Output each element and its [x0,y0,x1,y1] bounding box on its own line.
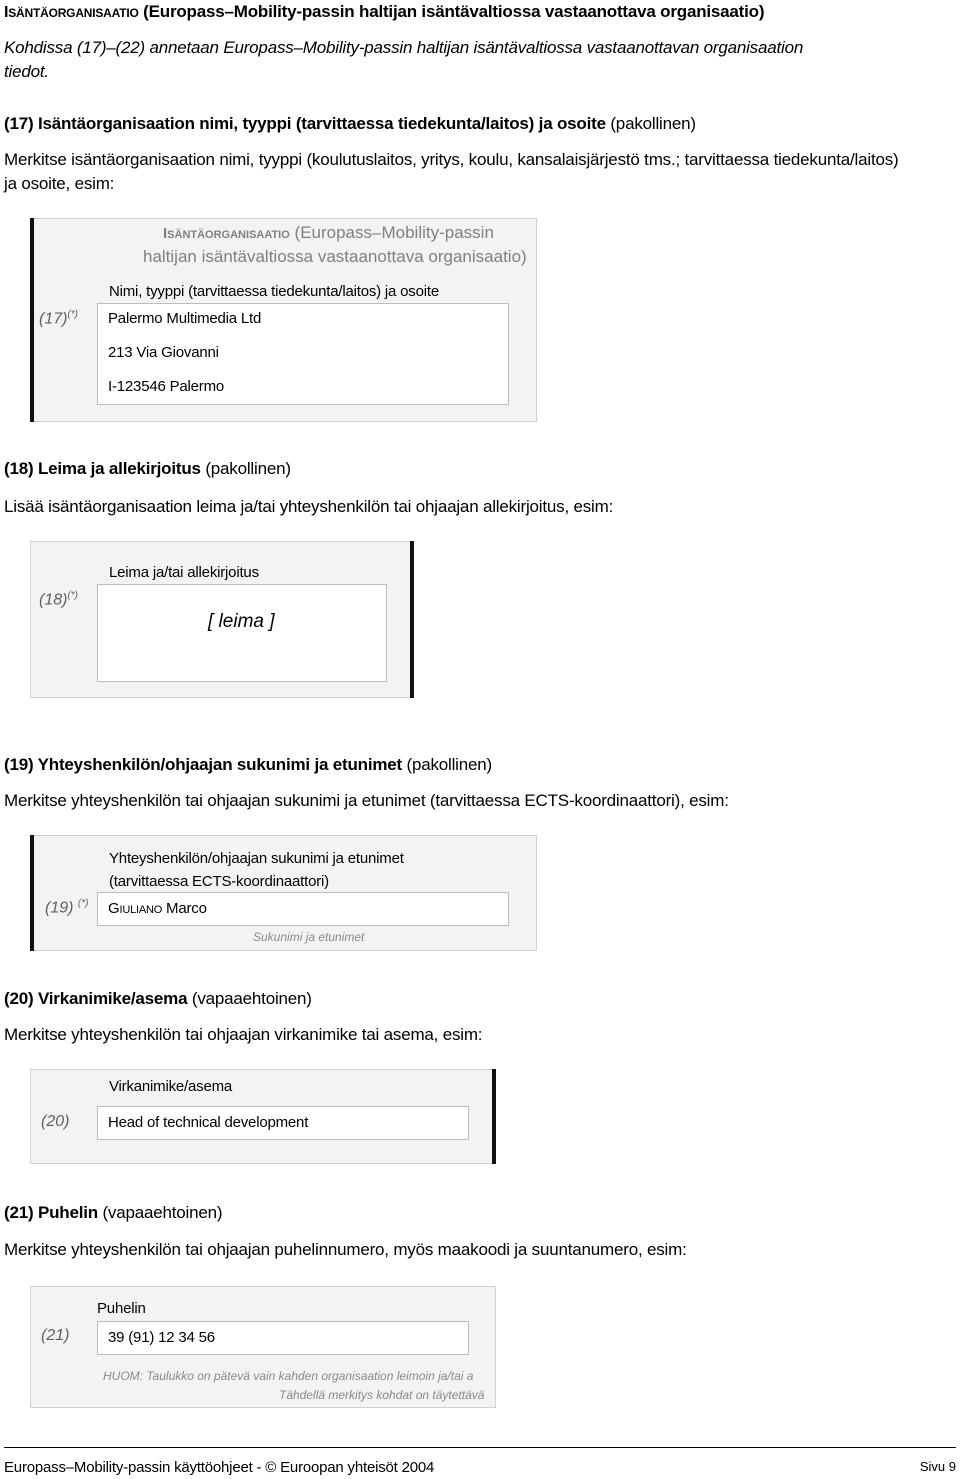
phone-field[interactable] [97,1321,469,1355]
form-18-number: (18)(*) [39,590,79,609]
section-20-desc: Merkitse yhteyshenkilön tai ohjaajan virkanimike tai asema, esim: [4,1025,483,1044]
contact-name-hint: Sukunimi ja etunimet [253,930,365,944]
form-20-label: Virkanimike/asema [109,1078,233,1095]
form-17-label: Nimi, tyyppi (tarvittaessa tiedekunta/laitos) ja osoite [109,283,439,300]
section-20-heading: (20) Virkanimike/asema (vapaaehtoinen) [4,989,312,1008]
section-21-heading: (21) Puhelin (vapaaehtoinen) [4,1203,223,1222]
form-17-title-line-2: haltijan isäntävaltiossa vastaanottava organisaatio) [143,247,527,266]
contact-name-value: GIULIANO Marco [108,900,207,917]
form-18-label: Leima ja/tai allekirjoitus [109,564,259,581]
footer-left: Europass–Mobility-passin käyttöohjeet - © Euroopan yhteisöt 2004 [4,1459,435,1476]
job-title-field[interactable] [97,1106,469,1140]
page-number: Sivu 9 [919,1459,956,1474]
stamp-placeholder: [ leima ] [208,611,275,632]
form-left-border [30,218,34,422]
form-17-number: (17)(*) [39,309,79,328]
form-20-number: (20) [41,1113,70,1130]
phone-value: 39 (91) 12 34 56 [108,1329,215,1346]
form-left-border [30,835,34,951]
intro-line-1: Kohdissa (17)–(22) annetaan Europass–Mobility-passin haltijan isäntävaltiossa vastaanottavan organisaation [4,38,804,57]
form-note-1: HUOM: Taulukko on pätevä vain kahden organisaation leimoin ja/tai a [103,1369,474,1383]
intro-line-2: tiedot. [4,62,49,81]
form-19-label-2: (tarvittaessa ECTS-koordinaattori) [109,873,329,890]
section-18-heading: (18) Leima ja allekirjoitus (pakollinen) [4,459,291,478]
section-18-desc: Lisää isäntäorganisaation leima ja/tai yhteyshenkilön tai ohjaajan allekirjoitus, esim: [4,497,614,516]
section-17-heading: (17) Isäntäorganisaation nimi, tyyppi (tarvittaessa tiedekunta/laitos) ja osoite (pakollinen) [4,114,696,133]
contact-name-field[interactable] [97,892,509,926]
section-19-desc: Merkitse yhteyshenkilön tai ohjaajan sukunimi ja etunimet (tarvittaessa ECTS-koordinaattori), esim: [4,791,729,810]
section-19-heading: (19) Yhteyshenkilön/ohjaajan sukunimi ja etunimet (pakollinen) [4,755,492,774]
form-19-number: (19) (*) [45,898,89,917]
form-example-19 [30,835,537,951]
page-title: ISÄNTÄORGANISAATIO (Europass–Mobility-passin haltijan isäntävaltiossa vastaanottava organisaatio) [4,2,765,21]
address-line-2: 213 Via Giovanni [108,344,219,361]
footer-rule [4,1447,956,1448]
form-example-17 [30,218,537,422]
form-21-label: Puhelin [97,1300,146,1317]
section-17-desc-2: ja osoite, esim: [4,174,115,193]
address-field[interactable] [97,303,509,405]
form-example-21 [30,1286,496,1408]
form-right-border [410,541,414,698]
section-21-desc: Merkitse yhteyshenkilön tai ohjaajan puhelinnumero, myös maakoodi ja suuntanumero, esim: [4,1240,687,1259]
address-line-3: I-123546 Palermo [108,378,225,395]
job-title-value: Head of technical development [108,1114,309,1131]
form-right-border [492,1069,496,1164]
form-example-20 [30,1069,496,1164]
form-21-number: (21) [41,1327,70,1344]
address-line-1: Palermo Multimedia Ltd [108,310,262,327]
stamp-field[interactable] [97,584,387,682]
form-19-label-1: Yhteyshenkilön/ohjaajan sukunimi ja etunimet [109,850,404,867]
form-17-title-line-1: ISÄNTÄORGANISAATIO (Europass–Mobility-passin [163,223,494,242]
form-example-18 [30,541,414,698]
form-note-2: Tähdellä merkitys kohdat on täytettävä [279,1388,485,1402]
section-17-desc-1: Merkitse isäntäorganisaation nimi, tyyppi (koulutuslaitos, yritys, koulu, kansalaisjärjestö tms.; tarvittaessa tiedekunta/laitos) [4,150,899,169]
